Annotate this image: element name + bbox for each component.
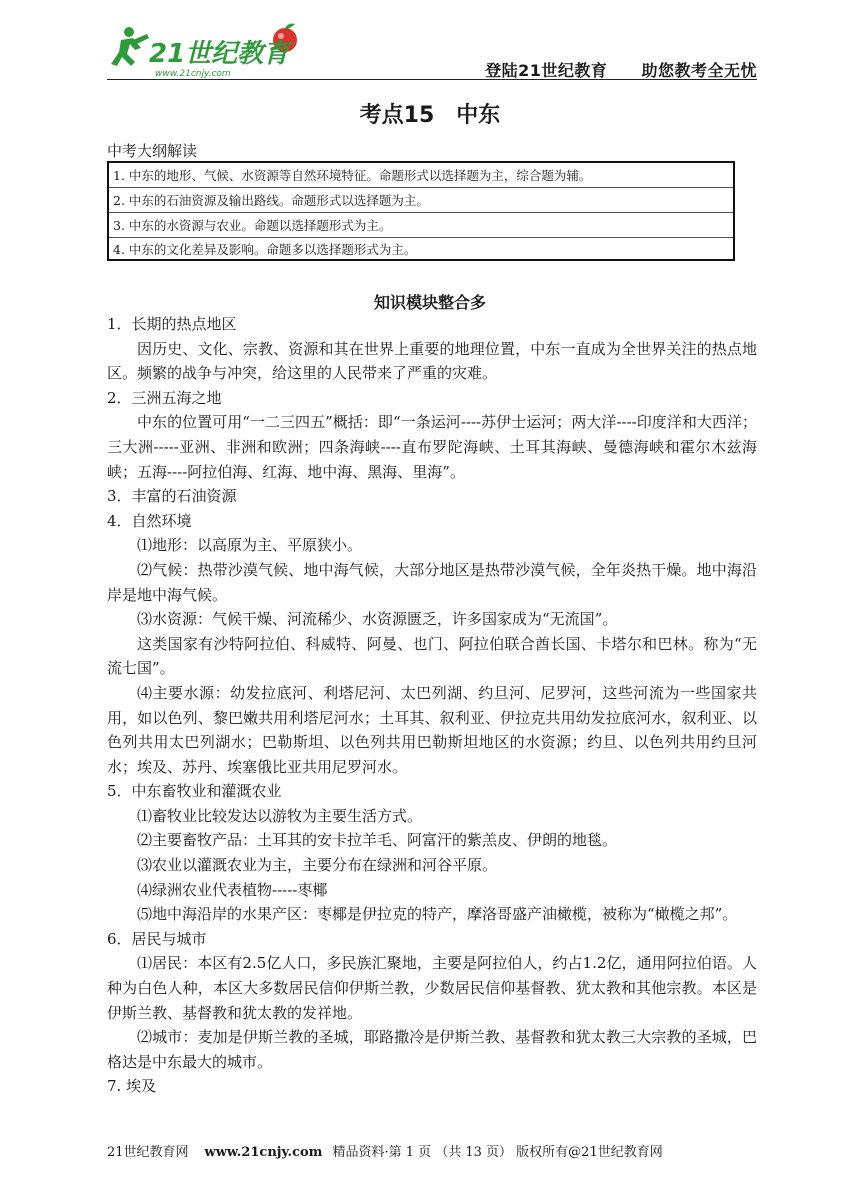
outline-heading: 中考大纲解读: [107, 142, 198, 160]
topic-heading: 7. 埃及: [107, 1077, 157, 1096]
title-topic: 中东: [456, 103, 501, 128]
body-paragraph: ⑷主要水源：幼发拉底河、利塔尼河、太巴列湖、约旦河、尼罗河，这些河流为一些国家共用，如以色列、黎巴嫩共用利塔尼河水；土耳其、叙利亚、伊拉克共用幼发拉底河水，叙利亚、以色列共用太巴列湖水；巴勒斯坦、以色列共用巴勒斯坦地区的水资源；约旦、以色列共用约旦河水；埃及、苏丹、埃塞俄比亚共用尼罗河水。: [107, 683, 757, 776]
body-paragraph: ⑴居民：本区有2.5亿人口，多民族汇聚地，主要是阿拉伯人，约占1.2亿，通用阿拉伯语。人种为白色人种，本区大多数居民信仰伊斯兰教，少数居民信仰基督教、犹太教和其他宗教。本区是伊斯兰教、基督教和犹太教的发祥地。: [107, 954, 757, 1022]
footer-url-link[interactable]: www.21cnjy.com: [204, 1145, 323, 1160]
body-paragraph: 中东的位置可用“一二三四五”概括：即“一条运河----苏伊士运河；两大洋----印度洋和大西洋；三大洲-----亚洲、非洲和欧洲；四条海峡----直布罗陀海峡、土耳其海峡、曼德海峡和霍尔木兹海峡；五海----阿拉伯海、红海、地中海、黑海、里海”。: [107, 413, 757, 481]
body-paragraph: 这类国家有沙特阿拉伯、科威特、阿曼、也门、阿拉伯联合酋长国、卡塔尔和巴林。称为“无流七国”。: [107, 634, 757, 678]
section-title: 知识模块整合多: [373, 293, 486, 312]
body-paragraph: ⑵主要畜牧产品：土耳其的安卡拉羊毛、阿富汗的紫羔皮、伊朗的地毯。: [137, 831, 618, 850]
topic-heading: 1．长期的热点地区: [107, 315, 237, 333]
topic-heading: 3．丰富的石油资源: [107, 487, 237, 506]
document-title: [0, 98, 860, 129]
body-paragraph: 因历史、文化、宗教、资源和其在世界上重要的地理位置，中东一直成为全世界关注的热点地区。频繁的战争与冲突，给这里的人民带来了严重的灾难。: [107, 339, 757, 383]
page-footer: [107, 1141, 747, 1160]
site-logo: [107, 22, 307, 78]
header-slogan: [485, 58, 757, 81]
logo-url: www.21cnjy.com: [155, 69, 231, 78]
content-body: [107, 312, 757, 1099]
body-paragraph: ⑴畜牧业比较发达以游牧为主要生活方式。: [137, 806, 423, 825]
title-number: 考点15: [359, 103, 435, 128]
footer-site: 21世纪教育网: [107, 1145, 189, 1160]
logo-wordmark: 21世纪教育: [149, 39, 290, 69]
outline-item: 4. 中东的文化差异及影响。命题多以选择题形式为主。: [113, 242, 417, 257]
slogan-left: 登陆21世纪教育: [485, 61, 608, 80]
topic-heading: 6．居民与城市: [107, 929, 207, 948]
footer-info: 精品资料·第 1 页 （共 13 页） 版权所有@21世纪教育网: [332, 1145, 663, 1160]
body-paragraph: ⑷绿洲农业代表植物-----枣椰: [137, 880, 328, 899]
body-paragraph: ⑵城市：麦加是伊斯兰教的圣城，耶路撒冷是伊斯兰教、基督教和犹太教三大宗教的圣城，巴格达是中东最大的城市。: [107, 1028, 757, 1071]
body-paragraph: ⑸地中海沿岸的水果产区：枣椰是伊拉克的特产，摩洛哥盛产油橄榄，被称为“橄榄之邦”。: [137, 905, 738, 924]
slogan-right: 助您教考全无忧: [641, 61, 757, 80]
outline-box: [107, 161, 735, 261]
outline-item: 2. 中东的石油资源及输出路线。命题形式以选择题为主。: [109, 188, 733, 213]
topic-heading: 4．自然环境: [107, 511, 192, 530]
outline-item: 3. 中东的水资源与农业。命题以选择题形式为主。: [109, 213, 733, 238]
body-paragraph: ⑵气候：热带沙漠气候、地中海气候，大部分地区是热带沙漠气候，全年炎热干燥。地中海沿岸是地中海气候。: [107, 560, 757, 604]
body-paragraph: ⑶水资源：气候干燥、河流稀少、水资源匮乏，许多国家成为“无流国”。: [137, 610, 618, 629]
topic-heading: 5．中东畜牧业和灌溉农业: [107, 782, 282, 801]
header-divider: [107, 79, 757, 80]
topic-heading: 2．三洲五海之地: [107, 388, 222, 407]
page-header: [107, 18, 757, 80]
body-paragraph: ⑴地形：以高原为主、平原狭小。: [137, 536, 363, 555]
outline-item: 1. 中东的地形、气候、水资源等自然环境特征。命题形式以选择题为主，综合题为辅。: [109, 163, 733, 188]
body-paragraph: ⑶农业以灌溉农业为主，主要分布在绿洲和河谷平原。: [137, 856, 498, 875]
